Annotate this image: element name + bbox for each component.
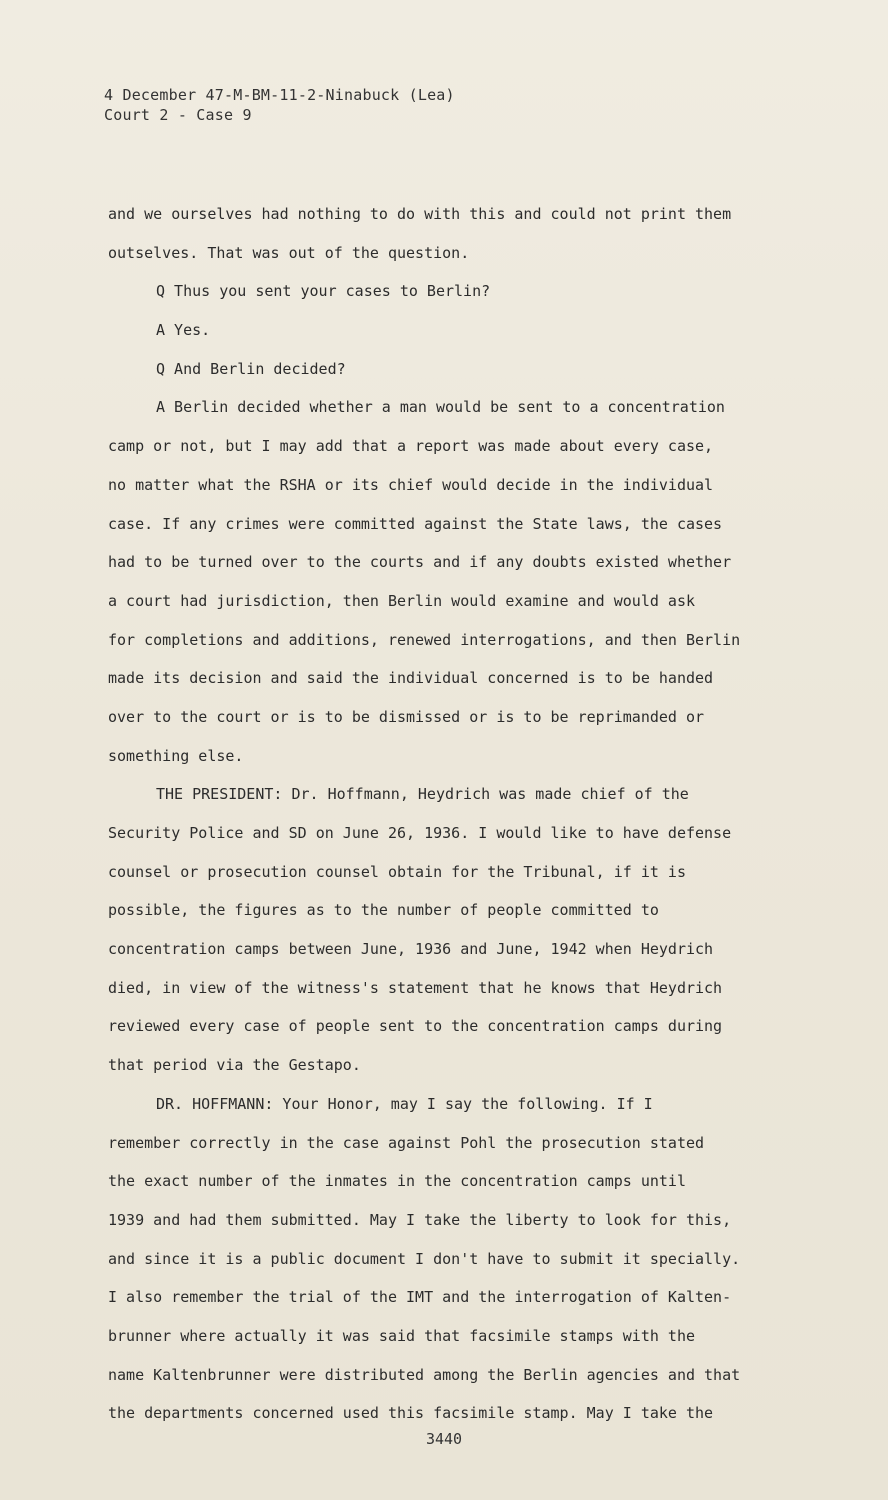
page-number: 3440	[425, 1430, 463, 1448]
transcript-line: had to be turned over to the courts and if any doubts existed whether	[108, 553, 732, 572]
transcript-line: something else.	[108, 746, 244, 765]
transcript-line: reviewed every case of people sent to the concentration camps during	[108, 1017, 723, 1036]
transcript-line: 1939 and had them submitted. May I take the liberty to look for this,	[108, 1210, 732, 1229]
transcript-line: for completions and additions, renewed interrogations, and then Berlin	[108, 630, 741, 649]
transcript-line: that period via the Gestapo.	[108, 1056, 361, 1075]
transcript-line: the exact number of the inmates in the concentration camps until	[108, 1172, 686, 1191]
transcript-line: A Berlin decided whether a man would be sent to a concentration	[156, 398, 725, 417]
transcript-line: DR. HOFFMANN: Your Honor, may I say the following. If I	[156, 1094, 653, 1113]
transcript-line: died, in view of the witness's statement that he knows that Heydrich	[108, 978, 723, 997]
header-date-line: 4 December 47-M-BM-11-2-Ninabuck (Lea)	[104, 86, 455, 104]
transcript-line: the departments concerned used this facsimile stamp. May I take the	[108, 1404, 714, 1423]
transcript-line: concentration camps between June, 1936 and June, 1942 when Heydrich	[108, 940, 714, 959]
transcript-line: Q And Berlin decided?	[156, 359, 346, 378]
transcript-line: A Yes.	[156, 321, 211, 340]
transcript-line: I also remember the trial of the IMT and the interrogation of Kalten-	[108, 1288, 732, 1307]
transcript-line: counsel or prosecution counsel obtain for the Tribunal, if it is	[108, 862, 686, 881]
transcript-body	[108, 195, 798, 1433]
transcript-line: camp or not, but I may add that a report was made about every case,	[108, 437, 714, 456]
transcript-line: name Kaltenbrunner were distributed among the Berlin agencies and that	[108, 1365, 741, 1384]
transcript-line: no matter what the RSHA or its chief would decide in the individual	[108, 475, 714, 494]
transcript-line: possible, the figures as to the number of people committed to	[108, 901, 659, 920]
transcript-line: over to the court or is to be dismissed or is to be reprimanded or	[108, 707, 705, 726]
transcript-line: remember correctly in the case against Pohl the prosecution stated	[108, 1133, 705, 1152]
transcript-line: a court had jurisdiction, then Berlin would examine and would ask	[108, 591, 695, 610]
transcript-line: and we ourselves had nothing to do with this and could not print them	[108, 205, 732, 223]
transcript-line: brunner where actually it was said that facsimile stamps with the	[108, 1326, 695, 1345]
transcript-line: Security Police and SD on June 26, 1936. I would like to have defense	[108, 824, 732, 842]
header-court-line: Court 2 - Case 9	[104, 106, 252, 124]
transcript-line: case. If any crimes were committed against the State laws, the cases	[108, 514, 723, 533]
transcript-line: outselves. That was out of the question.	[108, 243, 470, 262]
transcript-line: Q Thus you sent your cases to Berlin?	[156, 282, 491, 301]
transcript-line: made its decision and said the individual concerned is to be handed	[108, 669, 714, 688]
document-header	[104, 85, 455, 125]
transcript-line: and since it is a public document I don't have to submit it specially.	[108, 1249, 741, 1268]
transcript-line: THE PRESIDENT: Dr. Hoffmann, Heydrich was made chief of the	[156, 785, 689, 804]
